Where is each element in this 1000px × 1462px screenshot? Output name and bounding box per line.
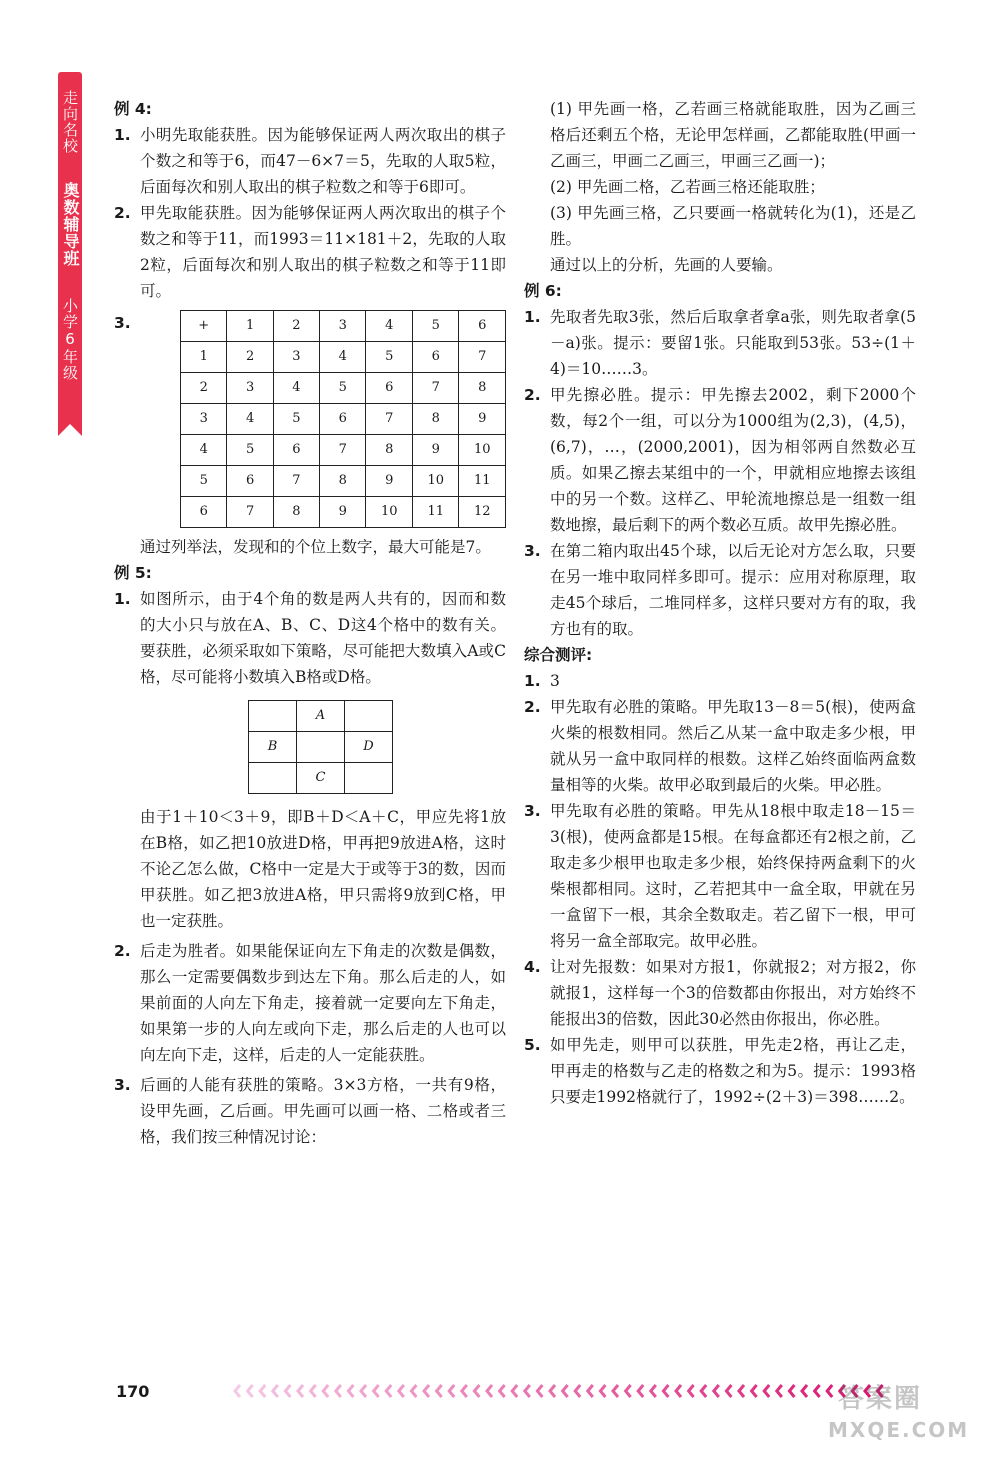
chevron-mark: [815, 1385, 820, 1397]
table-row: [181, 373, 506, 404]
chevron-mark: [764, 1385, 769, 1397]
answer-item: [524, 382, 916, 538]
table-row: [181, 342, 506, 373]
table-cell: 5: [273, 404, 319, 435]
table-cell: 6: [459, 311, 506, 342]
chevron-mark: [600, 1385, 605, 1397]
chevron-mark: [437, 1385, 442, 1397]
item-text: 甲先取有必胜的策略。甲先从18根中取走18－15＝3(根)，使两盒都是15根。在每盒都还有2根之前，乙取走多少根甲也取走多少根，始终保持两盒剩下的火柴根都相同。这时，乙若把其中一盒全取，甲就在另一盒留下一根，其余全数取走。若乙留下一根，甲可将另一盒全部取完。故甲必胜。: [550, 802, 916, 950]
chevron-mark: [386, 1385, 391, 1397]
chevron-mark: [449, 1385, 454, 1397]
item-text: 如甲先走，则甲可以获胜，甲先走2格，再让乙走，甲再走的格数与乙走的格数之和为5。提示：1993格只要走1992格就行了，1992÷(2＋3)＝398……2。: [550, 1036, 916, 1106]
table-row: [181, 497, 506, 528]
item-text: 如图所示，由于4个角的数是两人共有的，因而和数的大小只与放在A、B、C、D这4个格中的数有关。要获胜，必须采取如下策略，尽可能把大数填入A或C格，尽可能将小数填入B格或D格。: [140, 590, 506, 686]
chevron-mark: [500, 1385, 505, 1397]
grid-cell: A: [297, 701, 345, 732]
item-number: 2.: [524, 698, 541, 716]
table-cell: 4: [227, 404, 273, 435]
chevron-mark: [676, 1385, 681, 1397]
chevron-mark: [273, 1385, 278, 1397]
table-cell: 6: [227, 466, 273, 497]
item-text: 甲先取有必胜的策略。甲先取13－8＝5(根)，使两盒火柴的根数相同。然后乙从某一盒中取走多少根，甲就从另一盒中取同样的根数。这样乙始终面临两盒数量相等的火柴。故甲必取到最后的火柴。甲必胜。: [550, 698, 916, 794]
table-cell: 4: [181, 435, 227, 466]
table-cell: 8: [412, 404, 459, 435]
right-column: [524, 96, 916, 1110]
table-cell: 5: [227, 435, 273, 466]
chevron-mark: [323, 1385, 328, 1397]
item-number: 3.: [524, 802, 541, 820]
table-cell: 9: [366, 466, 413, 497]
table-cell: 6: [273, 435, 319, 466]
table-cell: 3: [227, 373, 273, 404]
chevron-mark: [739, 1385, 744, 1397]
answer-item: [114, 310, 506, 528]
chevron-mark: [285, 1385, 290, 1397]
item-number: 1.: [114, 590, 131, 608]
chevron-mark: [638, 1385, 643, 1397]
chevron-mark: [311, 1385, 316, 1397]
chevron-mark: [827, 1385, 832, 1397]
chevron-mark: [348, 1385, 353, 1397]
table-cell: 8: [320, 466, 366, 497]
chevron-mark: [525, 1385, 530, 1397]
table-cell: 7: [412, 373, 459, 404]
table-row: [181, 435, 506, 466]
example-4-heading: 例 4:: [114, 100, 152, 118]
chevron-mark: [512, 1385, 517, 1397]
answer-item: [114, 1072, 506, 1150]
table-cell: 2: [181, 373, 227, 404]
table-cell: 10: [459, 435, 506, 466]
item-text: 甲先擦必胜。提示：甲先擦去2002，剩下2000个数，每2个一组，可以分为1000组为(2,3)，(4,5)，(6,7)，…，(2000,2001)，因为相邻两自然数必互质。如果乙擦去某组中的一个，甲就相应地擦去该组中的另一个数。这样乙、甲轮流地擦总是一组数一组数地擦，最后剩下的两个数必互质。故甲先擦必胜。: [550, 386, 916, 534]
item-number: 1.: [524, 308, 541, 326]
table-cell: 3: [181, 404, 227, 435]
item-number: 1.: [524, 672, 541, 690]
item-text: 让对先报数：如果对方报1，你就报2；对方报2，你就报1，这样每一个3的倍数都由你报出，对方始终不能报出3的倍数，因此30必然由你报出，你必胜。: [550, 958, 916, 1028]
chevron-mark: [462, 1385, 467, 1397]
side-tab-series: 走向名校: [61, 90, 79, 154]
item-text: 小明先取能获胜。因为能够保证两人两次取出的棋子个数之和等于6，而47－6×7＝5，先取的人取5粒，后面每次和别人取出的棋子粒数之和等于6即可。: [140, 126, 506, 196]
table-cell: 9: [412, 435, 459, 466]
grid-cell: C: [297, 763, 345, 794]
chevron-mark: [789, 1385, 794, 1397]
case-1: (1) 甲先画一格，乙若画三格就能取胜，因为乙画三格后还剩五个格，无论甲怎样画，乙都能取胜(甲画一乙画三，甲画二乙画三，甲画三乙画一)；: [550, 100, 916, 170]
chevron-mark: [626, 1385, 631, 1397]
answer-item: [114, 200, 506, 304]
item-number: 4.: [524, 958, 541, 976]
chevron-mark: [399, 1385, 404, 1397]
chevron-mark: [411, 1385, 416, 1397]
addition-table: [180, 310, 506, 528]
table-cell: 4: [366, 311, 413, 342]
item-number: 3.: [524, 542, 541, 560]
item-text: 先取者先取3张，然后后取拿者拿a张，则先取者拿(5－a)张。提示：要留1张。只能取到53张。53÷(1＋4)＝10……3。: [550, 308, 916, 378]
item-number: 5.: [524, 1036, 541, 1054]
grid-cell: B: [249, 732, 297, 763]
item-number: 2.: [524, 386, 541, 404]
table-cell: 6: [412, 342, 459, 373]
answer-item: [524, 304, 916, 382]
table-cell: 5: [412, 311, 459, 342]
table-cell: +: [181, 311, 227, 342]
table-cell: 10: [412, 466, 459, 497]
table-row: [249, 763, 393, 794]
table-cell: 8: [273, 497, 319, 528]
table-cell: 3: [273, 342, 319, 373]
grid-cell: D: [345, 732, 393, 763]
item-number: 1.: [114, 126, 131, 144]
table-cell: 5: [320, 373, 366, 404]
table-cell: 5: [366, 342, 413, 373]
chevron-mark: [235, 1385, 240, 1397]
chevron-mark: [487, 1385, 492, 1397]
side-tab: [58, 72, 82, 424]
chevron-mark: [260, 1385, 265, 1397]
item-text: 甲先取能获胜。因为能够保证两人两次取出的棋子个数之和等于11，而1993＝11×181＋2，先取的人取2粒，后面每次和别人取出的棋子粒数之和等于11即可。: [140, 204, 506, 300]
grid-cell: [345, 701, 393, 732]
chevron-mark: [613, 1385, 618, 1397]
item-text: 后走为胜者。如果能保证向左下角走的次数是偶数，那么一定需要偶数步到达左下角。那么后走的人，如果前面的人向左下角走，接着就一定要向左下角走，如果第一步的人向左或向下走，那么后走的人也可以向左向下走，这样，后走的人一定能获胜。: [140, 942, 506, 1064]
grid-cell: [249, 763, 297, 794]
item-number: 3.: [114, 314, 131, 332]
answer-item: [524, 694, 916, 798]
chevron-mark: [424, 1385, 429, 1397]
table-cell: 7: [273, 466, 319, 497]
table-cell: 2: [273, 311, 319, 342]
grid-cell: [249, 701, 297, 732]
chevron-mark: [474, 1385, 479, 1397]
table-row: [181, 311, 506, 342]
chevron-mark: [588, 1385, 593, 1397]
answer-item: [524, 798, 916, 954]
table-cell: 8: [459, 373, 506, 404]
table-row: [181, 404, 506, 435]
item-text: 在第二箱内取出45个球，以后无论对方怎么取，只要在另一堆中取同样多即可。提示：应用对称原理，取走45个球后，二堆同样多，这样只要对方有的取，我方也有的取。: [550, 542, 916, 638]
grid-cell: [297, 732, 345, 763]
chevron-mark: [298, 1385, 303, 1397]
answer-item: [114, 122, 506, 200]
table-conclusion: 通过列举法，发现和的个位上数字，最大可能是7。: [140, 538, 491, 556]
answer-item: [524, 668, 916, 694]
chevron-mark: [663, 1385, 668, 1397]
answer-item: [114, 938, 506, 1068]
table-cell: 2: [227, 342, 273, 373]
watermark-logo: 答案圈: [838, 1384, 923, 1414]
table-cell: 12: [459, 497, 506, 528]
chevron-mark: [374, 1385, 379, 1397]
answer-item: [114, 586, 506, 690]
chevron-mark: [752, 1385, 757, 1397]
chevron-mark: [802, 1385, 807, 1397]
decorative-chevron-strip: [225, 1382, 905, 1400]
abcd-grid: [248, 700, 393, 794]
table-cell: 8: [366, 435, 413, 466]
table-cell: 5: [181, 466, 227, 497]
table-cell: 11: [459, 466, 506, 497]
table-cell: 7: [320, 435, 366, 466]
side-tab-book: 奥数辅导班: [61, 182, 80, 267]
item-number: 3.: [114, 1076, 131, 1094]
table-cell: 9: [320, 497, 366, 528]
table-cell: 4: [273, 373, 319, 404]
table-cell: 7: [459, 342, 506, 373]
table-row: [249, 701, 393, 732]
answer-item: [524, 1032, 916, 1110]
case-2: (2) 甲先画二格，乙若画三格还能取胜；: [550, 178, 825, 196]
table-cell: 11: [412, 497, 459, 528]
table-cell: 10: [366, 497, 413, 528]
table-cell: 7: [366, 404, 413, 435]
chevron-mark: [336, 1385, 341, 1397]
item-number: 2.: [114, 204, 131, 222]
side-tab-grade: 小学6年级: [61, 298, 79, 381]
example-5-heading: 例 5:: [114, 564, 152, 582]
table-cell: 4: [320, 342, 366, 373]
chevron-mark: [563, 1385, 568, 1397]
item-text: 3: [550, 672, 560, 690]
chevron-mark: [575, 1385, 580, 1397]
item-text: 后画的人能有获胜的策略。3×3方格，一共有9格，设甲先画，乙后画。甲先画可以画一格、二格或者三格，我们按三种情况讨论：: [140, 1076, 506, 1146]
item-number: 2.: [114, 942, 131, 960]
table-cell: 6: [320, 404, 366, 435]
chevron-mark: [701, 1385, 706, 1397]
case-3: (3) 甲先画三格，乙只要画一格就转化为(1)，还是乙胜。: [550, 204, 916, 248]
left-column: [114, 96, 506, 1150]
chevron-mark: [361, 1385, 366, 1397]
chevron-mark: [651, 1385, 656, 1397]
grid-cell: [345, 763, 393, 794]
chevron-mark: [689, 1385, 694, 1397]
table-row: [181, 466, 506, 497]
chevron-mark: [714, 1385, 719, 1397]
table-cell: 1: [227, 311, 273, 342]
cases-conclusion: 通过以上的分析，先画的人要输。: [550, 256, 783, 274]
answer-item: [524, 538, 916, 642]
chevron-mark: [248, 1385, 253, 1397]
chevron-mark: [726, 1385, 731, 1397]
table-cell: 7: [227, 497, 273, 528]
table-cell: 9: [459, 404, 506, 435]
watermark-url: MXQE.COM: [828, 1418, 970, 1442]
table-cell: 1: [181, 342, 227, 373]
table-cell: 6: [366, 373, 413, 404]
table-cell: 3: [320, 311, 366, 342]
chevron-mark: [777, 1385, 782, 1397]
example-6-heading: 例 6:: [524, 282, 562, 300]
chevron-mark: [550, 1385, 555, 1397]
answer-item: [524, 954, 916, 1032]
review-heading: 综合测评:: [524, 646, 593, 664]
page-number: 170: [116, 1382, 150, 1401]
table-cell: 6: [181, 497, 227, 528]
table-row: [249, 732, 393, 763]
grid-explanation: 由于1＋10＜3＋9，即B＋D＜A＋C，甲应先将1放在B格，如乙把10放进D格，甲再把9放进A格，这时不论乙怎么做，C格中一定是大于或等于3的数，因而甲获胜。如乙把3放进A格，甲只需将9放到C格，甲也一定获胜。: [140, 808, 506, 930]
chevron-mark: [537, 1385, 542, 1397]
